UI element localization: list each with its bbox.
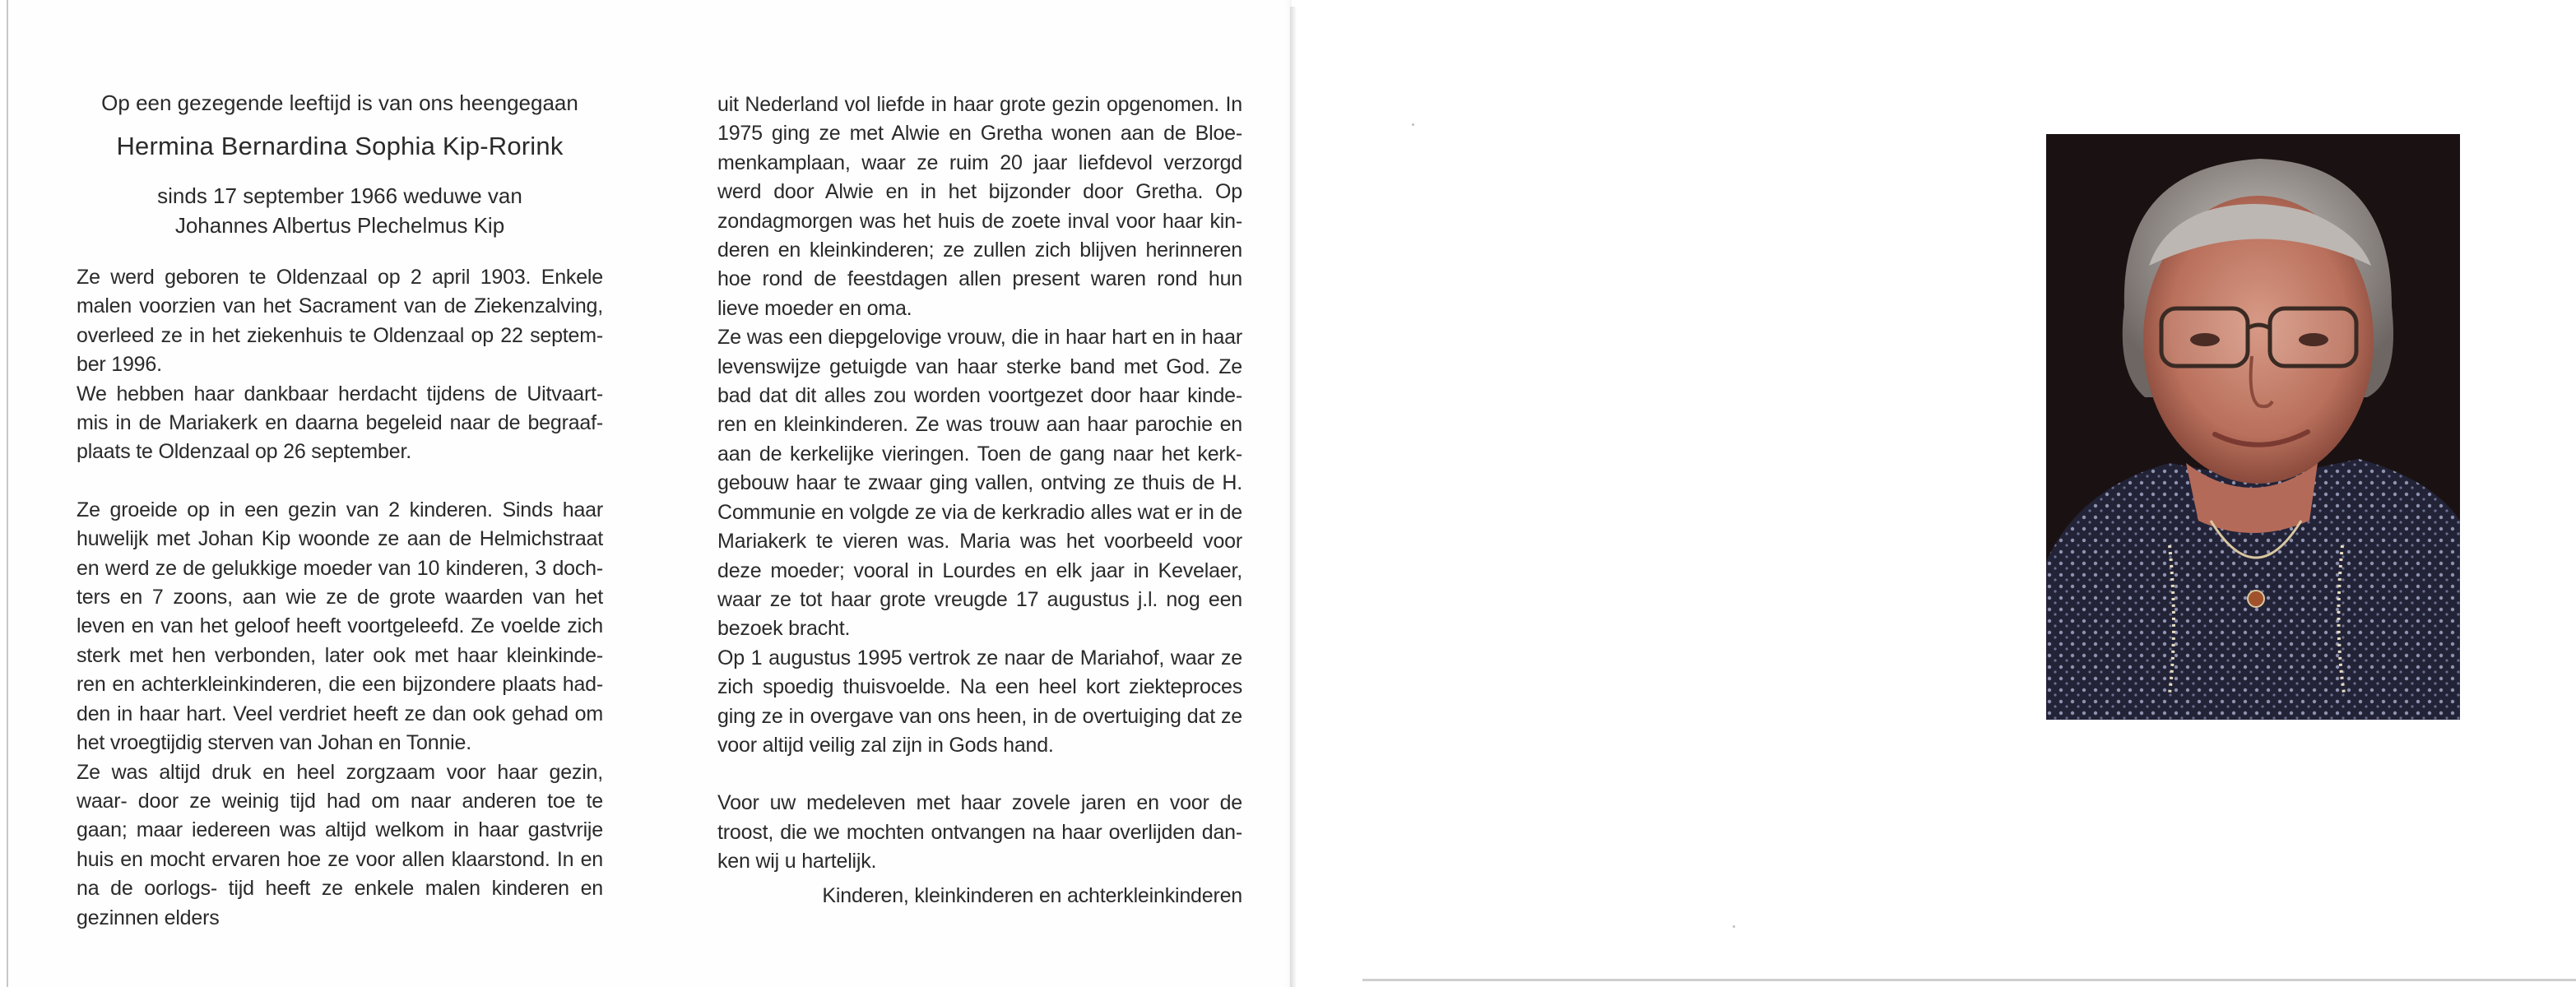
paragraph-funeral: We hebben haar dankbaar herdacht tijdens de Uitvaart- mis in de Mariakerk en daarna begeleid naar de begraaf- plaats te Oldenzaal op 26 september.: [77, 382, 603, 464]
right-text-column: [717, 90, 1242, 911]
card-bottom-edge: [1362, 979, 2576, 981]
intro-line: Op een gezegende leeftijd is van ons heengegaan: [101, 90, 578, 115]
paragraph-gap: [77, 467, 603, 496]
deceased-name: Hermina Bernardina Sophia Kip-Rorink: [116, 132, 564, 160]
paragraph-faith: Ze was een diepgelovige vrouw, die in haar hart en in haar levenswijze getuigde van haar sterke band met God. Ze bad dat dit alles zou worden voortgezet door haar kinde- ren en kleinkinderen. Ze was trouw aan haar parochie en aan de kerkelijke vieringen. Toen de gang naar het kerk- gebouw haar te zwaar ging vallen, ontving ze thuis de H. Communie en volgde ze via de kerkradio alles wat er in de Mariakerk te vieren was. Maria was het voorbeeld voor deze moeder; vooral in Lourdes en elk jaar in Kevelaer, waar ze tot haar grote vreugde 17 augustus j.l. nog een bezoek bracht.: [717, 326, 1242, 641]
signature-line: Kinderen, kleinkinderen en achterkleinkinderen: [822, 883, 1242, 907]
card-fold: [1290, 7, 1297, 987]
necklace-pendant: [2248, 591, 2264, 607]
paragraph-gap: [717, 760, 1242, 789]
left-eye: [2190, 333, 2220, 346]
portrait-photo: [2046, 134, 2460, 720]
left-text-column: [77, 263, 603, 933]
widow-statement: [77, 181, 603, 240]
widow-line-2: Johannes Albertus Plechelmus Kip: [174, 213, 505, 238]
paragraph-family: Ze groeide op in een gezin van 2 kinderen. Sinds haar huwelijk met Johan Kip woonde ze aan de Helmichstraat en werd ze de gelukkige moeder van 10 kinderen, 3 doch- ters en 7 zoons, aan wie ze de grote waarden van het leven en van het geloof heeft voortgeleefd. Ze voelde zich sterk met hen verbonden, later ook met haar kleinkinde- ren en achterkleinkinderen, die een bijzondere plaats had- den in haar hart. Veel verdriet heeft ze dan ook gehad om het vroegtijdig sterven van Johan en Tonnie.: [77, 498, 603, 755]
paper-speck: [1733, 925, 1735, 928]
paragraph-hospitality: Ze was altijd druk en heel zorgzaam voor haar gezin, waar- door ze weinig tijd had om naar anderen toe te gaan; maar iedereen was altijd welkom in haar gastvrije huis en mocht ervaren hoe ze voor allen klaarstond. In en na de oorlogs- tijd heeft ze enkele malen kinderen en gezinnen elders: [77, 760, 603, 929]
paragraph-later-years: uit Nederland vol liefde in haar grote gezin opgenomen. In 1975 ging ze met Alwie en Gretha wonen aan de Bloe- menkamplaan, waar ze ruim 20 jaar liefdevol verzorgd werd door Alwie en in het bijzonder door Gretha. Op zondagmorgen was het huis de zoete inval voor haar kin- deren en kleinkinderen; ze zullen zich blijven herinneren hoe rond de feestdagen allen present waren rond hun lieve moeder en oma.: [717, 93, 1242, 320]
right-eye: [2299, 333, 2328, 346]
portrait-illustration: [2046, 134, 2460, 720]
widow-line-1: sinds 17 september 1966 weduwe van: [157, 183, 522, 208]
memorial-card-text-page: [7, 0, 1292, 987]
paragraph-birth-death: Ze werd geboren te Oldenzaal op 2 april 1903. Enkele malen voorzien van het Sacrament van de Ziekenzalving, overleed ze in het ziekenhuis te Oldenzaal op 22 septem- ber 1996.: [77, 266, 603, 377]
paper-speck: [1412, 123, 1414, 126]
paragraph-mariahof: Op 1 augustus 1995 vertrok ze naar de Mariahof, waar ze zich spoedig thuisvoelde. Na een heel kort ziekteproces ging ze in overgave van ons heen, in de overtuiging dat ze voor altijd veilig zal zijn in Gods hand.: [717, 646, 1242, 757]
paragraph-thanks: Voor uw medeleven met haar zovele jaren en voor de troost, die we mochten ontvangen na haar overlijden dan- ken wij u hartelijk.: [717, 791, 1242, 873]
